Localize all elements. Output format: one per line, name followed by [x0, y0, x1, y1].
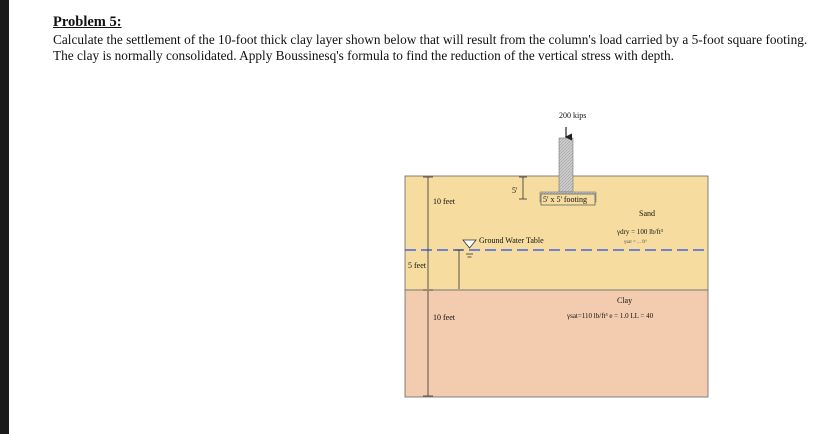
water-table-label: Ground Water Table — [479, 236, 544, 245]
footing-depth-label: 5' — [512, 186, 518, 195]
sand-properties: γdry = 100 lb/ft³ — [617, 228, 663, 236]
column — [559, 138, 573, 192]
sand-title: Sand — [639, 209, 655, 218]
sand-thickness-label: 10 feet — [433, 197, 455, 206]
footing-label: 5' x 5' footing — [543, 195, 587, 204]
water-depth-label: 5 feet — [408, 261, 426, 270]
problem-title: Problem 5: — [53, 14, 122, 30]
clay-layer — [405, 290, 708, 397]
clay-thickness-label: 10 feet — [433, 313, 455, 322]
clay-title: Clay — [617, 296, 633, 305]
sand-properties-partial: γsat = ... ft³ — [624, 240, 647, 245]
load-label: 200 kips — [559, 111, 587, 120]
clay-properties: γsat=110 lb/ft³ e = 1.0 LL = 40 — [567, 312, 654, 320]
problem-text: Calculate the settlement of the 10-foot thick clay layer shown below that will result from the column's load carried by a 5-foot square footing. The clay is normally consolidated. Apply Boussinesq's formula to find the reduction of the vertical stress with depth. — [53, 32, 808, 63]
